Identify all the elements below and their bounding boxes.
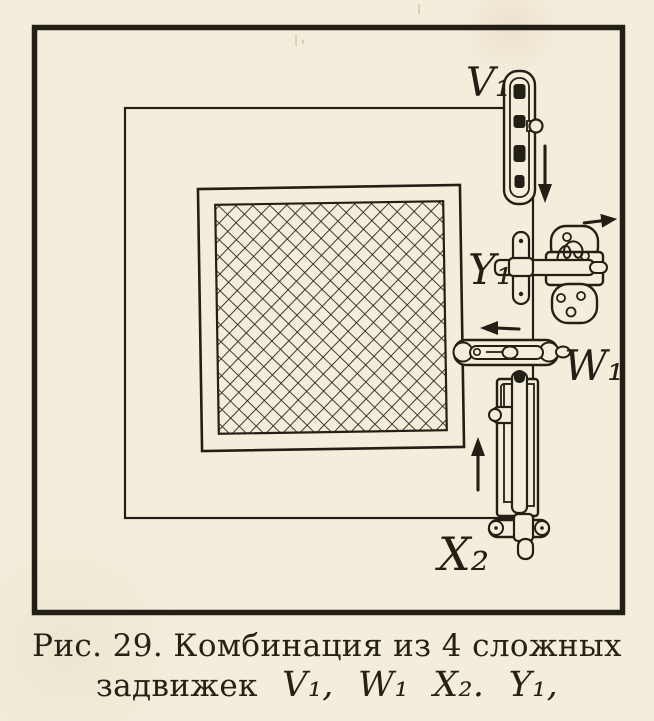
caption-line-2	[0, 665, 654, 706]
latch-y1-plate-bottom	[552, 284, 597, 323]
arrow-left-icon	[480, 321, 519, 335]
panel	[198, 185, 464, 451]
latch-y1-collar	[509, 258, 533, 276]
latch-x2-bolt	[512, 372, 527, 513]
latch-w1	[454, 340, 571, 365]
latch-x2-label: X₂	[438, 527, 490, 581]
caption-label-w1: W₁	[358, 665, 409, 705]
latch-w1-label: W₁	[564, 341, 625, 390]
latch-v1-knob	[530, 120, 543, 133]
caption-label-v1: V₁,	[282, 665, 334, 705]
caption-word-zadvizhek: задвижек	[95, 668, 258, 704]
latch-y1-label: Y₁	[468, 245, 513, 294]
latch-x2	[489, 370, 549, 559]
figure-caption	[0, 628, 654, 706]
arrow-up-icon	[471, 437, 485, 490]
arrow-down-icon	[538, 146, 552, 203]
crosshatch-panel	[215, 201, 447, 434]
latch-y1-bolt-tip	[590, 262, 607, 273]
latch-w1-knob	[503, 347, 518, 359]
latch-x2-foot-tip	[518, 539, 533, 559]
latch-v1-label: V₁	[466, 60, 511, 106]
caption-label-y1: Y₁,	[508, 665, 559, 705]
caption-label-x2: X₂.	[433, 665, 485, 705]
caption-line-1: Рис. 29. Комбинация из 4 сложных	[32, 628, 622, 664]
